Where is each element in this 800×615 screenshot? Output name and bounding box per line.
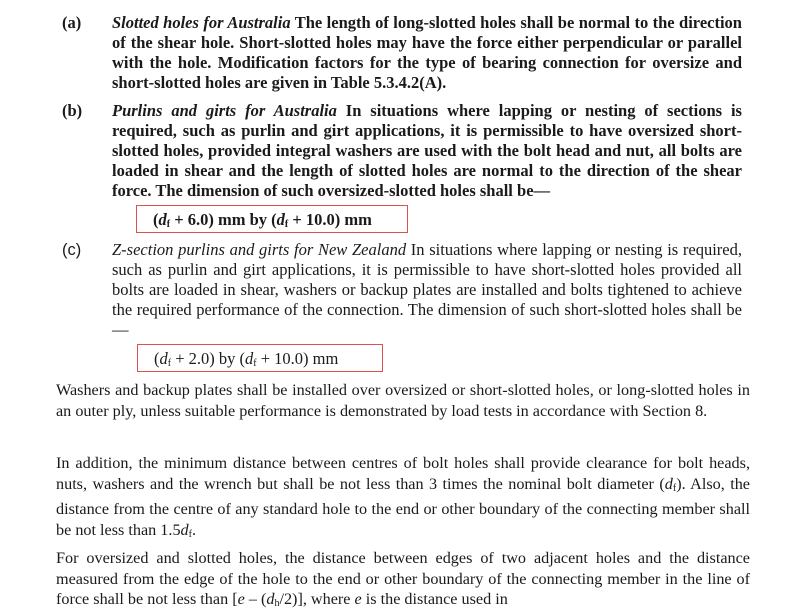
item-text-a <box>112 13 742 93</box>
item-text-c <box>112 240 742 340</box>
item-heading-b: Purlins and girts for Australia <box>112 101 337 120</box>
paragraph-washers: Washers and backup plates shall be installed over oversized or short-slotted holes, or long-slotted holes in an outer ply, unless suitable performance is demonstrated by load tests in accordance with Section 8. <box>56 381 750 420</box>
item-label-b: (b) <box>62 101 83 120</box>
item-body-b: In situations where lapping or nesting of sections is required, such as purlin and girt applications, it is permissible to have oversized short-slotted holes, provided integral washers are used with the bolt head and nut, all bolts are loaded in shear and the length of slotted holes are normal to the direction of the shear force. The dimension of such oversized-slotted holes shall be— <box>112 101 742 200</box>
item-heading-c: Z-section purlins and girts for New Zealand <box>112 240 407 259</box>
item-label-a: (a) <box>62 13 82 32</box>
list-item-c <box>62 240 742 340</box>
paragraph-minimum-distance: In addition, the minimum distance between centres of bolt holes shall provide clearance for bolt heads, nuts, washers and the wrench but shall be not less than 3 times the nominal bolt diameter $(d_f)$. Also, the distance from the centre of any standard hole to the end or other boundary of the connecting member shall be not less than $1.5d_f$. <box>56 454 750 540</box>
formula-box-short-slotted: $(d_f + 2.0)$ by $(d_f + 10.0)$ mm <box>137 344 383 372</box>
formula-box-oversized: $(d_f + 6.0)$ mm by $(d_f + 10.0)$ mm <box>136 205 408 233</box>
paragraph-oversized-holes: For oversized and slotted holes, the distance between edges of two adjacent holes and the distance measured from the edge of the hole to the end or other boundary of the connecting member in the line of force shall be not less than $[e - (d_h/2)]$, where e is the distance used in <box>56 549 750 609</box>
list-item-a <box>62 13 742 93</box>
list-item-b <box>62 101 742 201</box>
item-body-a: The length of long-slotted holes shall be normal to the direction of the shear hole. Short-slotted holes may have the force either perpendicular or parallel with the hole. Modification factors for the type of bearing connection for oversize and short-slotted holes are given in Table 5.3.4.2(A). <box>112 13 742 92</box>
item-heading-a: Slotted holes for Australia <box>112 13 291 32</box>
item-body-c: In situations where lapping or nesting is required, such as purlin and girt applications, it is permissible to have short-slotted holes provided all bolts are loaded in shear, washers or backup plates are installed and bolts tightened to achieve the required performance of the connection. The dimension of such short-slotted holes shall be— <box>112 240 742 339</box>
item-text-b <box>112 101 742 201</box>
item-label-c: (c) <box>62 241 82 259</box>
